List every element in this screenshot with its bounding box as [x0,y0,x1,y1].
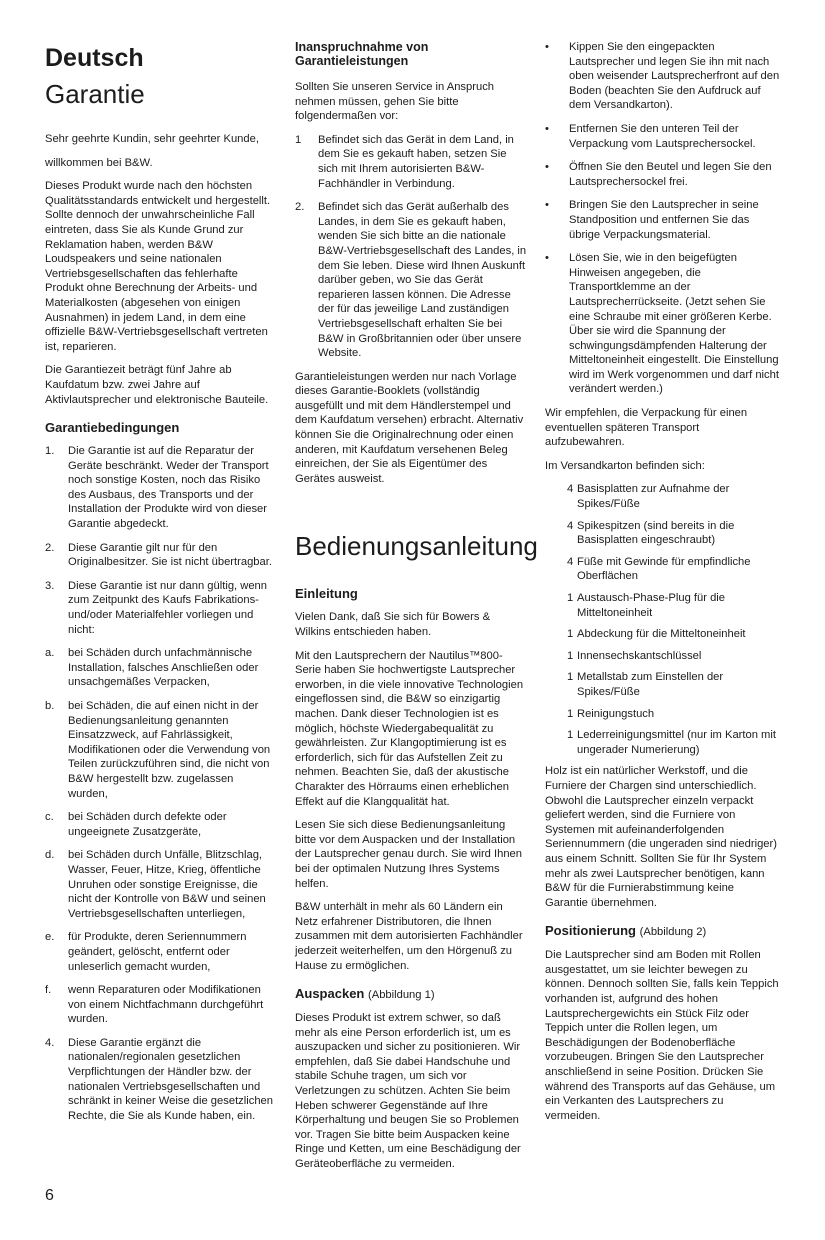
list-text: für Produkte, deren Seriennummern geändert, gelöscht, entfernt oder unleserlich gemacht wurden, [68,931,247,973]
list-text: Befindet sich das Gerät außerhalb des Landes, in dem Sie es gekauft haben, wenden Sie sich bitte an die nationale B&W-Vertriebsgesellschaft des Landes, in dem Sie leben. Diese wird Ihnen Auskunft darüber geben, wo Sie das Gerät reparieren lassen können. Die Adresse der für das jeweilige Land zuständigen Vertriebsgesellschaft erhalten Sie bei B&W in Großbritannien oder über unsere Website. [318,201,527,360]
list-text: Die Garantie ist auf die Reparatur der Geräte beschränkt. Weder der Transport noch sonstige Kosten, noch das Risiko des Ausbaus, des Transports und der Installation der Produkte wird von dieser Garantie abgedeckt. [68,445,269,531]
list-text: Bringen Sie den Lautsprecher in seine Standposition und entfernen Sie das übrige Verpackungsmaterial. [569,199,759,241]
bullet-marker: • [545,252,549,265]
item-quantity: 1 [567,592,574,604]
list-item [545,728,780,757]
unpack-heading-text: Auspacken [295,986,365,1002]
list-item [545,670,780,699]
page-number: 6 [45,1187,54,1204]
list-text: Innensechskantschlüssel [577,649,702,662]
unpack-figure-ref: (Abbildung 1) [368,989,435,1002]
list-text: Austausch-Phase-Plug für die Mitteltoneinheit [577,592,726,619]
list-marker: b. [45,700,55,712]
list-marker: 2. [45,541,55,554]
list-text: Öffnen Sie den Beutel und legen Sie den Lautsprechersockel frei. [569,161,772,188]
item-quantity: 4 [567,519,574,532]
list-item [545,198,780,242]
list-item [545,591,780,620]
greeting-line-2: willkommen bei B&W. [45,156,153,169]
list-item [45,848,273,921]
positioning-heading [545,923,780,940]
item-quantity: 1 [567,671,574,684]
list-marker: a. [45,647,55,660]
item-quantity: 1 [567,729,574,742]
list-item [545,251,780,397]
wood-veneer-note: Holz ist ein natürlicher Werkstoff, und die Furniere der Chargen sind unterschiedlich. Obwohl die Lautsprecher einzeln verpackt geliefert werden, sind die Furniere von Systemen mit aufeinanderfolgenden Seriennummern (die ungeraden sind niedriger) aus einem Schnitt. Sollten Sie für Ihr System mehr als zwei Lautsprecher benötigen, kann B&W für die Furnierabstimmung keine Garantie übernehmen. [545,765,777,909]
conditions-list [45,444,273,1123]
intro-paragraph: Lesen Sie sich diese Bedienungsanleitung bitte vor dem Auspacken und der Installation der Lautsprecher genau durch. Sie wird Ihnen bei der optimalen Nutzung Ihres Systems helfen. [295,819,523,890]
list-item [45,983,273,1027]
list-item [545,707,780,722]
list-text: Diese Garantie gilt nur für den Originalbesitzer. Sie ist nicht übertragbar. [68,541,272,569]
list-item [545,40,780,113]
list-text: bei Schäden durch defekte oder ungeeignete Zusatzgeräte, [68,811,227,838]
list-text: Lederreinigungsmittel (nur im Karton mit ungerader Numerierung) [577,729,776,756]
list-text: wenn Reparaturen oder Modifikationen von einem Nichtfachmann durchgeführt wurden. [68,984,264,1026]
list-marker: d. [45,849,55,862]
list-item [545,122,780,151]
list-text: Befindet sich das Gerät in dem Land, in dem Sie es gekauft haben, setzen Sie sich mit Ihrem autorisierten B&W-Fachhändler in Verbindung. [318,133,514,190]
column-claims-and-manual [295,40,538,1181]
keep-packaging-note: Wir empfehlen, die Verpackung für einen eventuellen späteren Transport aufzubewahren. [545,407,748,449]
warranty-period: Die Garantiezeit beträgt fünf Jahre ab Kaufdatum bzw. zwei Jahre auf Aktivlautsprecher und elektronische Bauteile. [45,364,269,406]
list-text: Kippen Sie den eingepackten Lautsprecher und legen Sie ihn mit nach oben weisender Lautsprecherfront auf den Boden (beachten Sie den Aufdruck auf dem Versandkarton). [569,41,780,112]
list-item [45,930,273,974]
box-contents-list [545,482,780,757]
claims-intro: Sollten Sie unseren Service in Anspruch nehmen müssen, gehen Sie bitte folgendermaßen vor: [295,81,495,123]
list-item [545,160,780,189]
item-quantity: 4 [567,483,574,496]
list-text: Reinigungstuch [577,707,655,720]
list-marker: 4. [45,1036,55,1049]
claims-heading: Inanspruchnahme von Garantieleistungen [295,40,429,68]
unpack-heading [295,986,527,1003]
positioning-figure-ref: (Abbildung 2) [639,926,707,939]
unpack-paragraph: Dieses Produkt ist extrem schwer, so daß mehr als eine Person erforderlich ist, um es auszupacken und sicher zu positionieren. Wir empfehlen, daß Sie dabei Handschuhe und stabile Schuhe tragen, um sich vor Verletzungen zu schützen. Achten Sie beim Heben schwerer Gegenstände auf Ihre Körperhaltung und beugen Sie so Problemen vor. Tragen Sie bitte beim Auspacken keine Ringe und Ketten, um eine Beschädigung der Geräteoberfläche zu vermeiden. [295,1012,521,1171]
warranty-intro: Dieses Produkt wurde nach den höchsten Qualitätsstandards entwickelt und hergestellt. Sollte dennoch der unwahrscheinliche Fall eintreten, dass Sie als Kunde Grund zur Reklamation haben, werden B&W Loudspeakers und seine nationalen Vertriebsgesellschaften das fehlerhafte Produkt ohne Berechnung der Arbeits- und Materialkosten (abgesehen von einigen Ausnahmen) in jedem Land, in dem eine offizielle B&W-Vertriebsgesellschaft vertreten ist, reparieren. [45,180,271,353]
list-text: bei Schäden, die auf einen nicht in der Bedienungsanleitung genannten Einsatzzweck, auf Fahrlässigkeit, Modifikationen oder die Verwendung von Teilen zurückzuführen sind, die nicht von B&W hergestellt bzw. zugelassen wurden, [68,700,271,800]
list-text: bei Schäden durch unfachmännische Installation, falsches Anschließen oder unsachgemäßes Verpacken, [68,647,259,689]
list-item [45,646,273,690]
claims-list [295,133,527,361]
intro-paragraph: Mit den Lautsprechern der Nautilus™800-Serie haben Sie hochwertigste Lautsprecher erworben, in die viele innovative Technologien eingeflossen sind, die B&W so einzigartig machen. Dank dieser Technologien ist es möglich, höchste Wiedergabequalität zu gewährleisten. Zur Klangoptimierung ist es erforderlich, sich für das Aufstellen Zeit zu nehmen. Beachten Sie, daß der akustische Charakter des Hörraums einen erheblichen Effekt auf die Klangqualität hat. [295,649,524,808]
intro-heading: Einleitung [295,586,358,602]
list-text: Metallstab zum Einstellen der Spikes/Füße [577,671,724,698]
warranty-title: Garantie [45,79,145,109]
item-quantity: 1 [567,649,574,662]
bullet-marker: • [545,41,549,53]
list-marker: f. [45,984,52,997]
list-item [545,482,780,511]
bullet-marker: • [545,199,549,212]
list-text: Diese Garantie ist nur dann gültig, wenn zum Zeitpunkt des Kaufs Fabrikations- und/oder Materialfehler vorliegen und nicht: [68,579,268,636]
language-heading: Deutsch [45,44,144,72]
contents-intro: Im Versandkarton befinden sich: [545,459,705,472]
list-item [45,1036,273,1124]
conditions-heading: Garantiebedingungen [45,420,180,436]
list-text: Abdeckung für die Mitteltoneinheit [577,628,746,641]
list-item [45,579,273,637]
list-marker: 1 [295,133,302,146]
list-text: Basisplatten zur Aufnahme der Spikes/Füße [577,483,730,511]
column-warranty [45,40,273,1132]
list-marker: c. [45,811,54,824]
list-item [295,200,527,361]
list-item [45,541,273,570]
manual-title: Bedienungsanleitung [295,531,538,562]
bullet-marker: • [545,161,549,174]
list-text: Lösen Sie, wie in den beigefügten Hinweisen angegeben, die Transportklemme an der Lautsprecherrückseite. (Jetzt sehen Sie eine Schraube mit einer größeren Kerbe. Über sie wird die Spannung der schwingungsdämpfenden Halterung der Mitteltoneinheit eingestellt. Die Einstellung wird im Werk vorgenommen und darf nicht verändert werden.) [569,252,779,396]
claims-note: Garantieleistungen werden nur nach Vorlage dieses Garantie-Booklets (vollständig ausgefüllt und mit dem Händlerstempel und dem Kaufdatum versehen) erbracht. Alternativ können Sie die Originalrechnung oder einen anderen, mit Kaufdatum versehenen Beleg einreichen, der Sie als Eigentümer des Gerätes ausweist. [295,370,524,485]
column-unpacking-and-positioning [545,40,780,1132]
intro-paragraph: Vielen Dank, daß Sie sich für Bowers & Wilkins entschieden haben. [295,611,491,639]
item-quantity: 1 [567,707,574,720]
list-item [545,649,780,664]
greeting-line-1: Sehr geehrte Kundin, sehr geehrter Kunde, [45,133,259,145]
bullet-marker: • [545,122,549,135]
list-text: Diese Garantie ergänzt die nationalen/regionalen gesetzlichen Verpflichtungen der Händler bzw. der nationalen Vertriebsgesellschaften und schränkt in keiner Weise die gesetzlichen Rechte, die Sie als Kunde haben, ein. [68,1036,274,1122]
unpack-steps-list [545,40,780,397]
positioning-paragraph: Die Lautsprecher sind am Boden mit Rollen ausgestattet, um sie leichter bewegen zu können. Dennoch sollten Sie, falls kein Teppich vorhanden ist, aufgrund des hohen Lautsprechergewichts ein Stück Filz oder Teppich unter die Rollen legen, um Beschädigungen der Bodenoberfläche vorzubeugen. Bringen Sie den Lautsprecher anschließend in seine Position. Drücken Sie während des Transports auf das Gehäuse, um ein Verkanten des Lautsprechers zu vermeiden. [545,949,779,1122]
list-text: bei Schäden durch Unfälle, Blitzschlag, Wasser, Feuer, Hitze, Krieg, öffentliche Unruhen oder sonstige Ereignisse, die nicht der Kontrolle von B&W und seinen Vertriebsgesellschaften unterliegen, [68,849,266,920]
list-marker: 2. [295,201,305,214]
list-text: Füße mit Gewinde für empfindliche Oberflächen [577,555,751,583]
list-item [45,699,273,801]
list-item [545,627,780,642]
list-item [295,133,527,191]
list-item [545,555,780,584]
item-quantity: 4 [567,555,574,568]
intro-paragraph: B&W unterhält in mehr als 60 Ländern ein Netz erfahrener Distributoren, die Ihnen zusammen mit dem autorisierten Fachhändler jederzeit weiterhelfen, um den Hörgenuß zu Hause zu ermöglichen. [295,901,523,972]
list-item [545,519,780,548]
list-marker: e. [45,931,55,944]
list-text: Entfernen Sie den unteren Teil der Verpackung vom Lautsprechersockel. [569,122,756,150]
positioning-heading-text: Positionierung [545,923,636,939]
list-text: Spikespitzen (sind bereits in die Basisplatten eingeschraubt) [577,519,735,547]
list-marker: 3. [45,579,55,592]
list-marker: 1. [45,445,55,458]
item-quantity: 1 [567,628,574,641]
list-item [45,810,273,839]
list-item [45,444,273,532]
